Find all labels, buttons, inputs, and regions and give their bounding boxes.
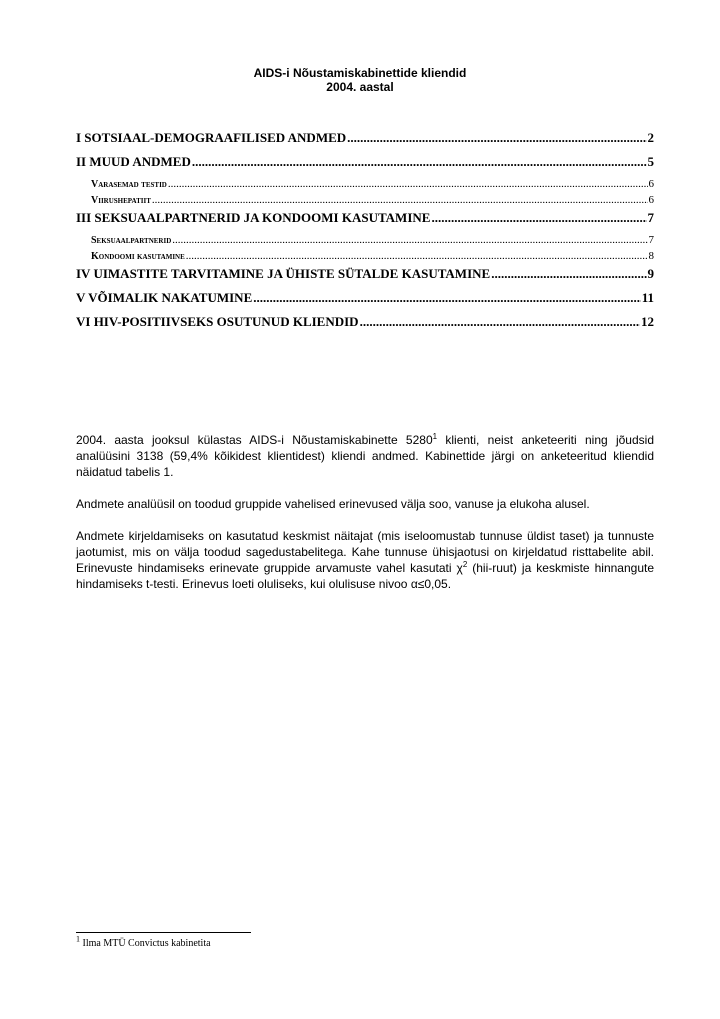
toc-entry-label: V VÕIMALIK NAKATUMINE — [76, 290, 253, 305]
toc-entry[interactable] — [76, 154, 654, 178]
toc-leader-dots — [172, 234, 647, 246]
paragraph-text: Andmete analüüsil on toodud gruppide vahelised erinevused välja soo, vanuse ja elukoha alusel. — [76, 497, 590, 511]
toc-page-number: 11 — [641, 290, 654, 305]
table-of-contents — [76, 130, 654, 338]
toc-leader-dots — [168, 178, 648, 190]
paragraph-methods — [76, 528, 654, 592]
toc-entry[interactable] — [76, 210, 654, 234]
title-line-1: AIDS-i Nõustamiskabinettide kliendid — [253, 66, 467, 80]
toc-page-number: 2 — [647, 130, 654, 145]
toc-entry[interactable] — [76, 314, 654, 338]
toc-leader-dots — [360, 314, 640, 330]
toc-page-number: 6 — [648, 194, 654, 206]
toc-leader-dots — [186, 250, 648, 262]
footnote-separator — [76, 932, 251, 933]
footnote-text: Ilma MTÜ Convictus kabinetita — [80, 938, 211, 949]
toc-page-number: 6 — [648, 178, 654, 190]
paragraph-analysis — [76, 496, 654, 512]
title-line-2: 2004. aastal — [326, 80, 394, 94]
footnote-reference[interactable]: 1 — [432, 432, 438, 441]
toc-entry-label: Seksuaalpartnerid — [91, 235, 172, 246]
paragraph-text: klienti, neist anketeeriti ning jõudsid analüüsini 3138 (59,4% kõikidest klientidest) kliendi andmed. Kabinettide järgi on anketeeritud kliendid näidatud tabelis 1. — [76, 433, 654, 479]
toc-entry-label: III SEKSUAALPARTNERID JA KONDOOMI KASUTAMINE — [76, 210, 431, 225]
toc-entry[interactable] — [76, 178, 654, 194]
toc-leader-dots — [253, 290, 640, 306]
toc-entry-label: II MUUD ANDMED — [76, 154, 191, 169]
toc-entry[interactable] — [76, 194, 654, 210]
toc-page-number: 8 — [648, 250, 654, 262]
toc-leader-dots — [152, 194, 648, 206]
superscript: 2 — [462, 560, 468, 569]
toc-page-number: 9 — [647, 266, 654, 281]
paragraph-text: 2004. aasta jooksul külastas AIDS-i Nõustamiskabinette 5280 — [76, 433, 433, 447]
toc-entry-label: Viirushepatiit — [91, 195, 151, 206]
toc-page-number: 12 — [641, 314, 654, 329]
toc-page-number: 7 — [647, 210, 654, 225]
toc-entry[interactable] — [76, 130, 654, 154]
toc-leader-dots — [491, 266, 646, 282]
toc-entry-label: Kondoomi kasutamine — [91, 251, 185, 262]
toc-entry-label: VI HIV-POSITIIVSEKS OSUTUNUD KLIENDID — [76, 314, 359, 329]
toc-page-number: 5 — [647, 154, 654, 169]
footnote-mark: 1 — [76, 934, 80, 944]
toc-entry[interactable] — [76, 290, 654, 314]
toc-leader-dots — [192, 154, 647, 170]
toc-entry-label: Varasemad testid — [91, 179, 167, 190]
paragraph-text: Andmete kirjeldamiseks on kasutatud keskmist näitajat (mis iseloomustab tunnuse üldist taset) ja tunnuste jaotumist, mis on välja toodud sagedustabelitega. Kahe tunnuse ühisjaotusi on kirjeldatud risttabelite abil. Erinevuste hindamiseks erinevate gruppide arvamuste vahel kasutati χ — [76, 529, 654, 575]
paragraph-text: (hii-ruut) ja keskmiste hinnangute hindamiseks t-testi. Erinevus loeti oluliseks, kui olulisuse nivoo α≤0,05. — [76, 561, 654, 591]
footnote — [76, 934, 211, 950]
toc-entry[interactable] — [76, 250, 654, 266]
toc-entry[interactable] — [76, 266, 654, 290]
paragraph-intro — [76, 432, 654, 480]
toc-leader-dots — [431, 210, 646, 226]
document-title — [0, 66, 720, 94]
toc-leader-dots — [347, 130, 646, 146]
toc-page-number: 7 — [648, 234, 654, 246]
toc-entry-label: I SOTSIAAL-DEMOGRAAFILISED ANDMED — [76, 130, 347, 145]
toc-entry-label: IV UIMASTITE TARVITAMINE JA ÜHISTE SÜTALDE KASUTAMINE — [76, 266, 491, 281]
toc-entry[interactable] — [76, 234, 654, 250]
